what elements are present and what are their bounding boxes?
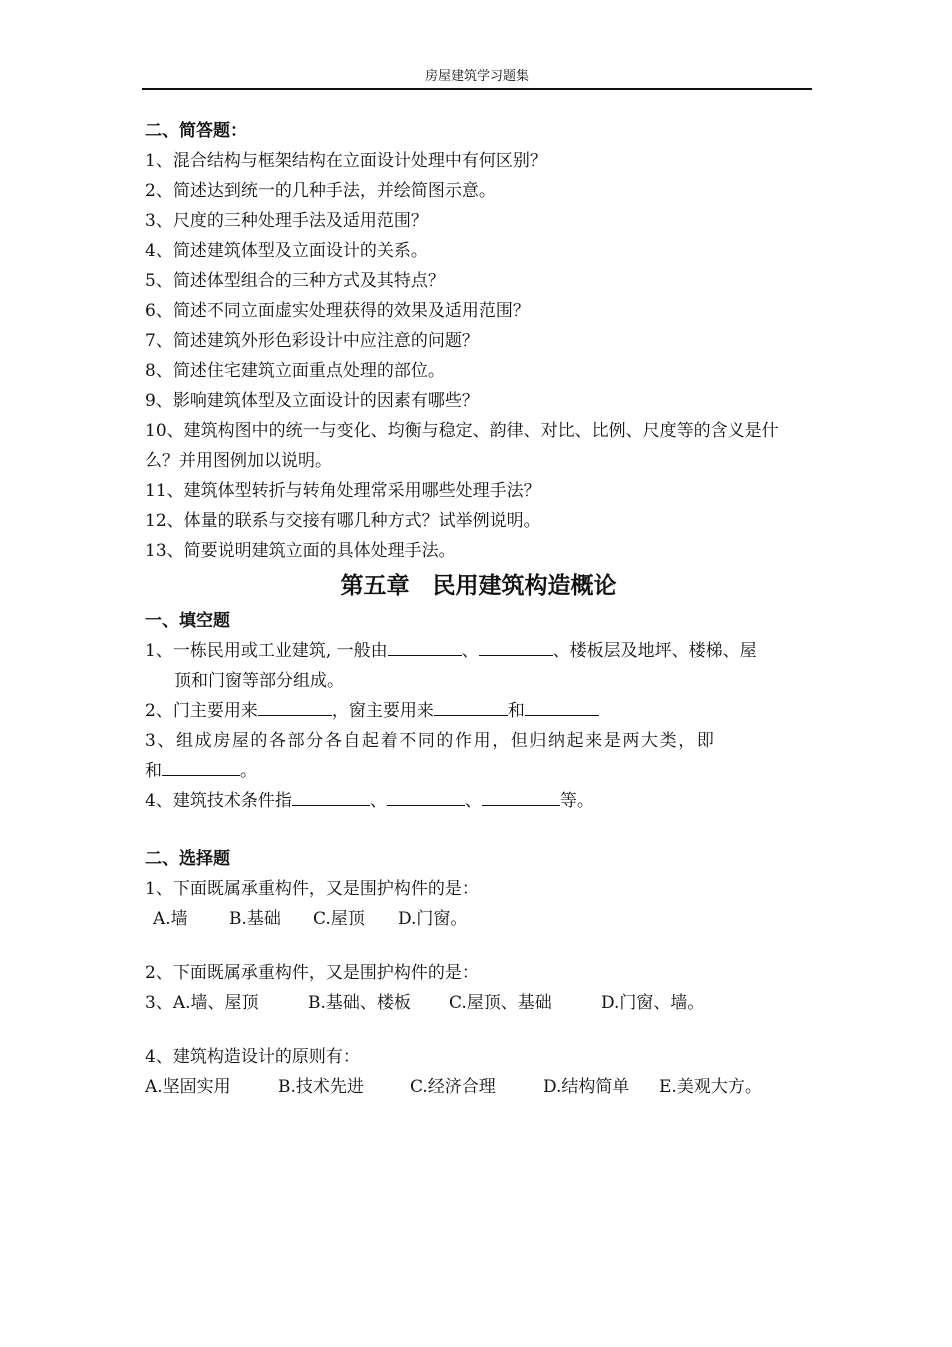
- option: C.经济合理: [410, 1077, 496, 1097]
- answer-blank: [292, 788, 370, 806]
- option: E.美观大方。: [659, 1077, 762, 1097]
- answer-blank: [258, 698, 332, 716]
- list-item: 11、建筑体型转折与转角处理常采用哪些处理手法？: [145, 481, 541, 501]
- fill-q3-text-c: 。: [240, 761, 257, 781]
- choice-question-3: 4、建筑构造设计的原则有：: [145, 1047, 360, 1067]
- answer-blank: [162, 758, 240, 776]
- answer-blank: [525, 698, 599, 716]
- choice-question-2: 2、下面既属承重构件，又是围护构件的是：: [145, 963, 479, 983]
- list-item: 1、混合结构与框架结构在立面设计处理中有何区别？: [145, 151, 547, 171]
- answer-blank: [387, 788, 465, 806]
- option: B.基础: [229, 909, 281, 929]
- fill-q4-text-c: 、: [464, 791, 482, 811]
- header-rule: [142, 88, 812, 90]
- list-item: 10、建筑构图中的统一与变化、均衡与稳定、韵律、对比、比例、尺度等的含义是什么？并用图例加以说明。: [145, 421, 779, 471]
- fill-q4-text-a: 4、建筑技术条件指: [145, 791, 292, 811]
- list-item: 12、体量的联系与交接有哪几种方式？试举例说明。: [145, 511, 541, 531]
- option: A.墙: [153, 909, 188, 929]
- fill-q4-text-d: 等。: [559, 791, 594, 811]
- option: B.基础、楼板: [308, 993, 411, 1013]
- fill-q4-text-b: 、: [369, 791, 387, 811]
- list-item: 4、简述建筑体型及立面设计的关系。: [145, 241, 428, 261]
- answer-blank: [388, 638, 462, 656]
- fill-q1-text-a: 1、一栋民用或工业建筑, 一般由: [145, 641, 388, 661]
- option: C.屋顶: [313, 909, 365, 929]
- option: C.屋顶、基础: [449, 993, 552, 1013]
- running-header: 房屋建筑学习题集: [424, 69, 529, 84]
- list-item: 8、简述住宅建筑立面重点处理的部位。: [145, 361, 445, 381]
- answer-blank: [479, 638, 553, 656]
- list-item: 3、尺度的三种处理手法及适用范围？: [145, 211, 428, 231]
- option: D.门窗、墙。: [601, 993, 705, 1013]
- choice-q2-options: [145, 988, 812, 1018]
- short-answer-heading: 二、简答题：: [145, 121, 247, 141]
- fill-q2-text-b: ，窗主要用来: [331, 701, 434, 721]
- chapter-title: 第五章 民用建筑构造概论: [340, 572, 617, 599]
- content: [145, 116, 812, 1102]
- fill-question-3: 3、组成房屋的各部分各自起着不同的作用，但归纳起来是两大类，即: [145, 731, 716, 751]
- spacer: [145, 1018, 812, 1042]
- fill-blank-heading: 一、填空题: [145, 611, 230, 631]
- fill-q1-text-b: 、: [461, 641, 479, 661]
- fill-q3-text-b: 和: [145, 761, 162, 781]
- fill-question-1: [145, 636, 812, 666]
- list-item: 9、影响建筑体型及立面设计的因素有哪些？: [145, 391, 479, 411]
- list-item: 2、简述达到统一的几种手法，并绘简图示意。: [145, 181, 496, 201]
- spacer: [145, 934, 812, 958]
- option: 3、A.墙、屋顶: [145, 993, 259, 1013]
- fill-q1-continuation: 顶和门窗等部分组成。: [174, 671, 344, 691]
- choice-q3-options: [145, 1072, 812, 1102]
- fill-q2-text-a: 2、门主要用来: [145, 701, 258, 721]
- choice-question-1: 1、下面既属承重构件，又是围护构件的是：: [145, 879, 479, 899]
- option: B.技术先进: [278, 1077, 364, 1097]
- list-item: 7、简述建筑外形色彩设计中应注意的问题？: [145, 331, 479, 351]
- fill-q1-text-c: 、楼板层及地坪、楼梯、屋: [552, 641, 757, 661]
- fill-question-4: [145, 786, 812, 816]
- list-item: 5、简述体型组合的三种方式及其特点？: [145, 271, 445, 291]
- answer-blank: [482, 788, 560, 806]
- option: A.坚固实用: [145, 1077, 231, 1097]
- choice-q1-options: [145, 904, 812, 934]
- spacer: [145, 816, 812, 844]
- option: D.结构简单: [543, 1077, 630, 1097]
- list-item: 6、简述不同立面虚实处理获得的效果及适用范围？: [145, 301, 530, 321]
- fill-q3-continuation: [145, 756, 812, 786]
- list-item: 13、简要说明建筑立面的具体处理手法。: [145, 541, 456, 561]
- fill-q2-text-c: 和: [507, 701, 525, 721]
- fill-question-2: [145, 696, 812, 726]
- option: D.门窗。: [398, 909, 468, 929]
- answer-blank: [434, 698, 508, 716]
- choice-heading: 二、选择题: [145, 849, 230, 869]
- short-answer-list: [145, 146, 812, 566]
